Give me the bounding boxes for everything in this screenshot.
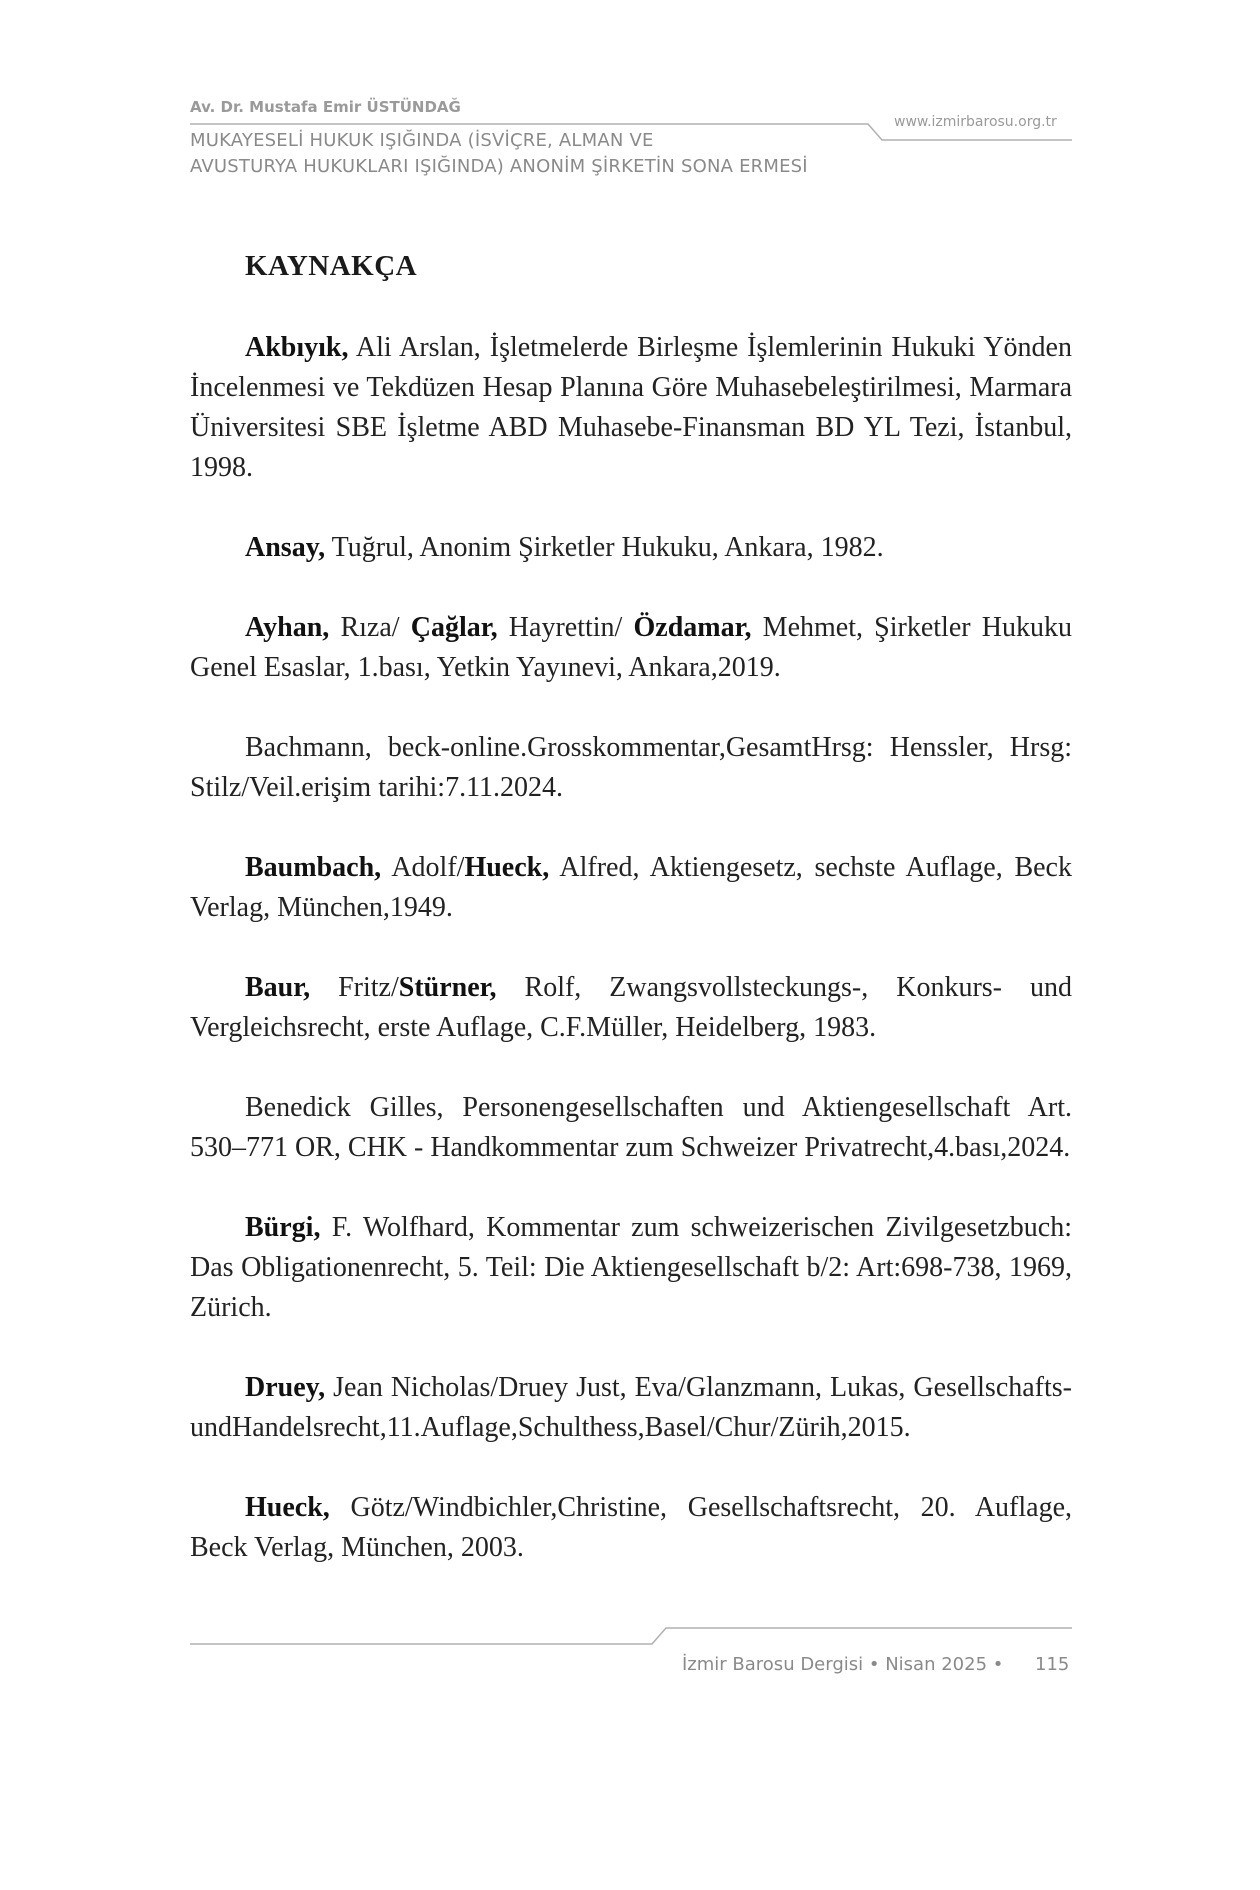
reference-author: Ayhan, [245, 612, 330, 643]
reference-text: Hayrettin/ [497, 612, 634, 643]
footer-rule [0, 1600, 1260, 1660]
reference-entry [190, 1488, 1072, 1568]
header-author: Av. Dr. Mustafa Emir ÜSTÜNDAĞ [190, 98, 461, 116]
reference-entry [190, 328, 1072, 488]
reference-entry [190, 608, 1072, 688]
reference-author: Ansay, [245, 532, 326, 563]
reference-text: F. Wolfhard, Kommentar zum schweizerischen Zivilgesetzbuch: Das Obligationenrecht, 5. Teil: Die Aktiengesellschaft b/2: Art:698-738, 1969, Zürich. [190, 1212, 1072, 1323]
reference-entry [190, 728, 1072, 808]
reference-author: Özdamar, [633, 612, 752, 643]
reference-entry [190, 528, 1072, 568]
reference-text: Ali Arslan, İşletmelerde Birleşme İşlemlerinin Hukuki Yönden İncelenmesi ve Tekdüzen Hesap Planına Göre Muhasebeleştirilmesi, Marmara Üniversitesi SBE İşletme ABD Muhasebe-Finansman BD YL Tezi, İstanbul, 1998. [190, 332, 1072, 483]
reference-text: Adolf/ [381, 852, 465, 883]
reference-text: Alfred, Aktiengesetz, sechste Auflage, Beck Verlag, München,1949. [190, 852, 1072, 923]
reference-entry [190, 1088, 1072, 1168]
reference-text: Rıza/ [329, 612, 411, 643]
reference-author: Druey, [245, 1372, 326, 1403]
footer-journal: İzmir Barosu Dergisi • Nisan 2025 • [682, 1654, 1004, 1675]
reference-author: Akbıyık, [245, 332, 349, 363]
reference-list [190, 328, 1072, 1608]
reference-author: Stürner, [398, 972, 497, 1003]
reference-text: Benedick Gilles, Personengesellschaften und Aktiengesellschaft Art. 530–771 OR, CHK - Handkommentar zum Schweizer Privatrecht,4.bası,2024. [190, 1092, 1072, 1163]
reference-text: Mehmet, Şirketler Hukuku Genel Esaslar, 1.bası, Yetkin Yayınevi, Ankara,2019. [190, 612, 1072, 683]
header-title-line-1: MUKAYESELİ HUKUK IŞIĞINDA (İSVİÇRE, ALMAN VE [190, 130, 654, 151]
reference-author: Baur, [245, 972, 311, 1003]
reference-text: Fritz/ [310, 972, 399, 1003]
reference-entry [190, 1208, 1072, 1328]
reference-author: Bürgi, [245, 1212, 321, 1243]
reference-text: Rolf, Zwangsvollsteckungs-, Konkurs- und Vergleichsrecht, erste Auflage, C.F.Müller, Heidelberg, 1983. [190, 972, 1072, 1043]
page-number: 115 [1035, 1654, 1070, 1675]
reference-entry [190, 968, 1072, 1048]
reference-entry [190, 1368, 1072, 1448]
reference-text: Götz/Windbichler,Christine, Gesellschaftsrecht, 20. Auflage, Beck Verlag, München, 2003. [190, 1492, 1072, 1563]
reference-entry [190, 848, 1072, 928]
header-title-line-2: AVUSTURYA HUKUKLARI IŞIĞINDA) ANONİM ŞİRKETİN SONA ERMESİ [190, 156, 808, 177]
reference-text: Tuğrul, Anonim Şirketler Hukuku, Ankara, 1982. [325, 532, 884, 563]
reference-author: Hueck, [464, 852, 550, 883]
reference-author: Hueck, [245, 1492, 330, 1523]
reference-author: Baumbach, [245, 852, 382, 883]
section-heading: KAYNAKÇA [245, 250, 418, 282]
reference-author: Çağlar, [410, 612, 498, 643]
header-rule [0, 0, 1260, 170]
header-website: www.izmirbarosu.org.tr [894, 114, 1057, 130]
reference-text: Bachmann, beck-online.Grosskommentar,GesamtHrsg: Henssler, Hrsg: Stilz/Veil.erişim tarihi:7.11.2024. [190, 732, 1072, 803]
reference-text: Jean Nicholas/Druey Just, Eva/Glanzmann, Lukas, Gesellschafts-undHandelsrecht,11.Auflage,Schulthess,Basel/Chur/Zürih,2015. [190, 1372, 1072, 1443]
